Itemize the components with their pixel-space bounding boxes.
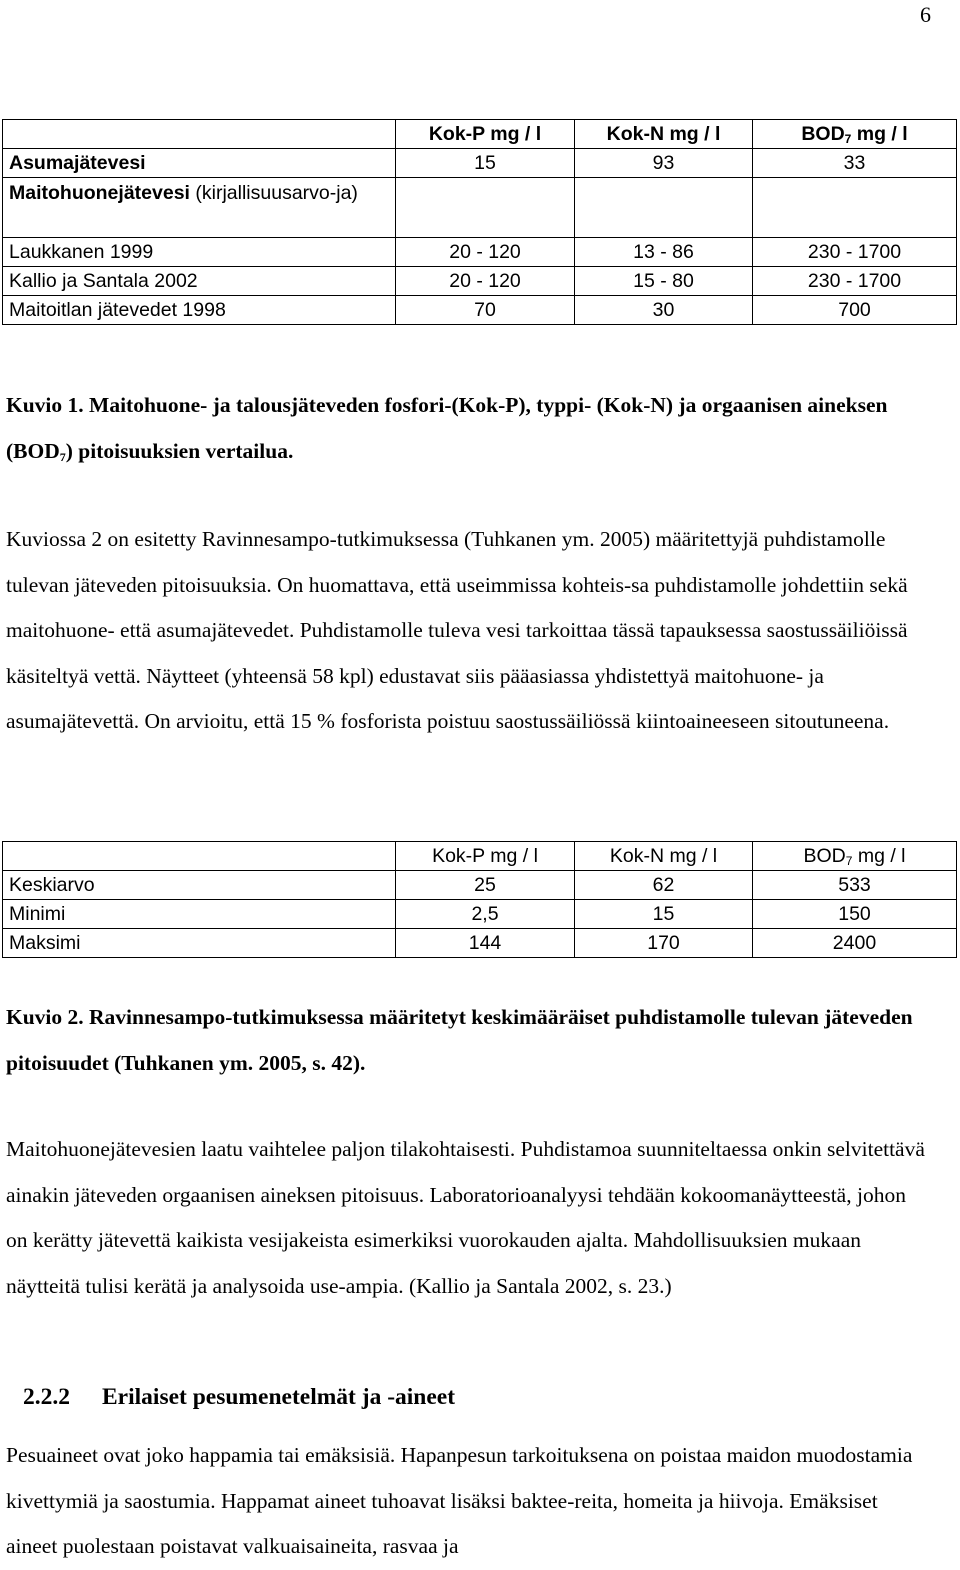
cell-kokn: 15 [575, 900, 753, 929]
figure-caption-1: Kuvio 1. Maitohuone- ja talousjäteveden fosfori-(Kok-P), typpi- (Kok-N) ja orgaanisen aineksen $(BOD_7)$ pitoisuuksien vertailua. [6, 393, 888, 464]
cell-kokp: 2,5 [396, 900, 575, 929]
cell-bod: 230 - 1700 [753, 267, 957, 296]
table-row [3, 929, 957, 958]
row-label: Maksimi [3, 929, 396, 958]
ravinnesampo-table [2, 841, 957, 958]
row-label: Kallio ja Santala 2002 [3, 267, 396, 296]
table-header-row [3, 120, 957, 149]
row-label: Minimi [3, 900, 396, 929]
table-row [3, 149, 957, 178]
figure-caption-2: Kuvio 2. Ravinnesampo-tutkimuksessa määritetyt keskimääräiset puhdistamolle tulevan jäteveden pitoisuudet (Tuhkanen ym. 2005, s. 42). [6, 1005, 913, 1075]
cell-kokn: 93 [575, 149, 753, 178]
nutrient-comparison-table [2, 119, 957, 325]
cell-kokn: 15 - 80 [575, 267, 753, 296]
cell-kokp: 20 - 120 [396, 238, 575, 267]
table-row [3, 900, 957, 929]
header-kokn: Kok-N mg / l [575, 842, 753, 871]
paragraph-ravinnesampo: Kuviossa 2 on esitetty Ravinnesampo-tutkimuksessa (Tuhkanen ym. 2005) määritettyjä puhdistamolle tulevan jäteveden pitoisuuksia. On huomattava, että useimmissa kohteis-sa puhdistamolle johdettiin sekä maitohuone- että asumajätevedet. Puhdistamolle tuleva vesi tarkoittaa tässä tapauksessa saostussäiliöissä käsiteltyä vettä. Näytteet (yhteensä 58 kpl) edustavat siis pääasiassa yhdistettyä maitohuone- ja asumajätevettä. On arvioitu, että 15 % fosforista poistuu saostussäiliössä kiintoaineeseen sitoutuneena. [6, 527, 908, 733]
section-number: 2.2.2 [23, 1384, 70, 1410]
header-bod: $BOD_7$ mg / l [753, 842, 957, 871]
empty-cell [575, 178, 753, 238]
header-empty-cell [3, 120, 396, 149]
cell-kokn: 30 [575, 296, 753, 325]
row-label: Laukkanen 1999 [3, 238, 396, 267]
cell-kokp: 25 [396, 871, 575, 900]
section-heading [23, 1384, 455, 1411]
cell-bod: 150 [753, 900, 957, 929]
cell-kokp: 70 [396, 296, 575, 325]
table-row [3, 871, 957, 900]
empty-cell [753, 178, 957, 238]
header-bod: $BOD_7$ mg / l [753, 120, 957, 149]
row-label: Keskiarvo [3, 871, 396, 900]
header-empty-cell [3, 842, 396, 871]
cell-kokp: 144 [396, 929, 575, 958]
row-label: Maitohuonejätevesi (kirjallisuusarvo-ja) [3, 178, 396, 238]
cell-kokn: 170 [575, 929, 753, 958]
cell-kokn: 62 [575, 871, 753, 900]
cell-kokp: 20 - 120 [396, 267, 575, 296]
header-kokn: Kok-N mg / l [575, 120, 753, 149]
paragraph-water-quality: Maitohuonejätevesien laatu vaihtelee paljon tilakohtaisesti. Puhdistamoa suunniteltaessa onkin selvitettävä ainakin jäteveden orgaanisen aineksen pitoisuus. Laboratorioanalyysi tehdään kokoomanäytteestä, johon on kerätty jätevettä kaikista vesijakeista esimerkiksi vuorokauden ajalta. Mahdollisuuksien mukaan näytteitä tulisi kerätä ja analysoida use-ampia. (Kallio ja Santala 2002, s. 23.) [6, 1137, 925, 1298]
section-title: Erilaiset pesumenetelmät ja -aineet [102, 1384, 456, 1410]
cell-bod: 700 [753, 296, 957, 325]
row-label: Maitoitlan jätevedet 1998 [3, 296, 396, 325]
cell-bod: 33 [753, 149, 957, 178]
row-label: Asumajätevesi [3, 149, 396, 178]
table-row [3, 296, 957, 325]
table-row [3, 238, 957, 267]
cell-bod: 2400 [753, 929, 957, 958]
table-row [3, 267, 957, 296]
cell-bod: 533 [753, 871, 957, 900]
header-kokp: Kok-P mg / l [396, 842, 575, 871]
cell-bod: 230 - 1700 [753, 238, 957, 267]
paragraph-detergents: Pesuaineet ovat joko happamia tai emäksisiä. Hapanpesun tarkoituksena on poistaa maidon muodostamia kivettymiä ja saostumia. Happamat aineet tuhoavat lisäksi baktee-reita, homeita ja hiivoja. Emäksiset aineet puolestaan poistavat valkuaisaineita, rasvaa ja [6, 1443, 913, 1558]
cell-kokp: 15 [396, 149, 575, 178]
table-row [3, 178, 957, 238]
header-kokp: Kok-P mg / l [396, 120, 575, 149]
empty-cell [396, 178, 575, 238]
cell-kokn: 13 - 86 [575, 238, 753, 267]
page-number: 6 [920, 2, 931, 27]
table-header-row [3, 842, 957, 871]
